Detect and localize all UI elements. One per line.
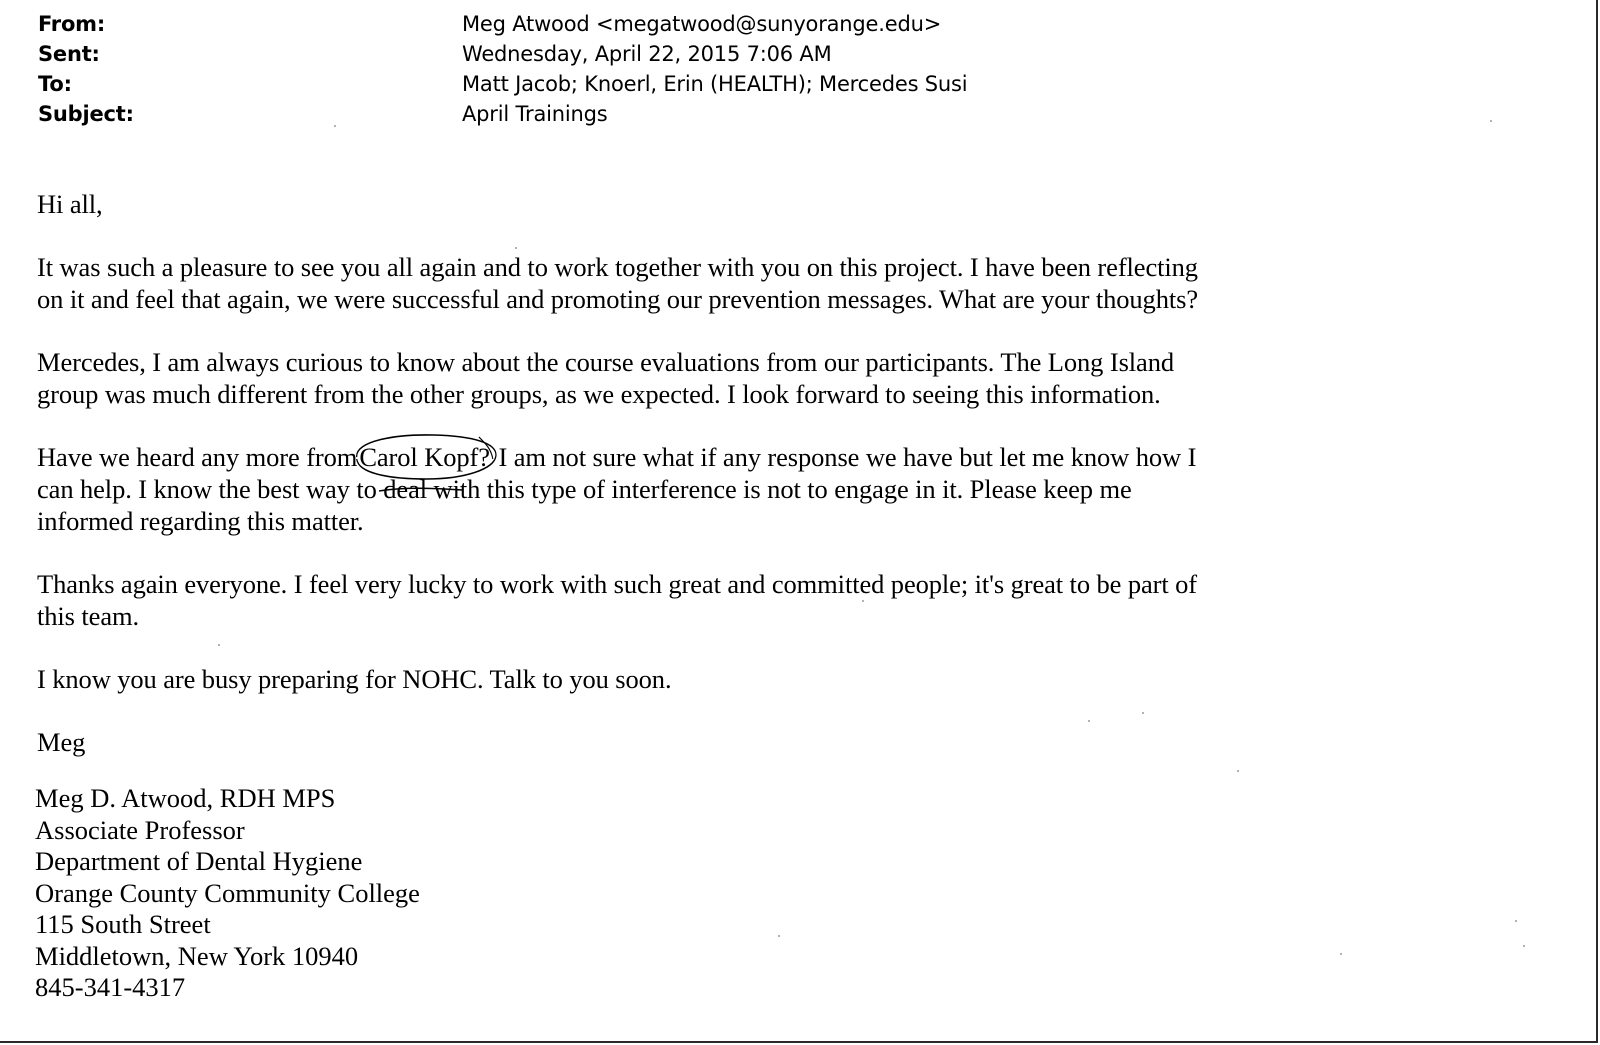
- email-body: [37, 188, 1567, 789]
- paragraph-2-line-2: group was much different from the other groups, as we expected. I look forward to seeing this information.: [37, 379, 1161, 409]
- paragraph-4-line-1: Thanks again everyone. I feel very lucky to work with such great and committed people; it's great to be part of: [37, 569, 1198, 599]
- paragraph-1: [37, 251, 1567, 315]
- paragraph-3-line-2-start: can help. I know the best way to: [37, 474, 384, 504]
- paragraph-3-line-3: informed regarding this matter.: [37, 506, 364, 536]
- scan-speck: [1088, 720, 1090, 722]
- to-label: To:: [38, 72, 72, 96]
- paragraph-3: [37, 441, 1567, 537]
- scan-speck: [1490, 120, 1492, 122]
- paragraph-2: [37, 346, 1567, 410]
- email-signature: [35, 783, 420, 1004]
- subject-label: Subject:: [38, 102, 134, 126]
- signature-phone: 845-341-4317: [35, 972, 186, 1002]
- signature-city: Middletown, New York 10940: [35, 940, 359, 971]
- signature-title: Associate Professor: [35, 814, 245, 845]
- paragraph-3-line-2: [37, 473, 1567, 505]
- signature-street: 115 South Street: [35, 909, 211, 939]
- circled-name-annotation: [357, 441, 492, 473]
- scan-speck: [1523, 945, 1525, 947]
- to-value: Matt Jacob; Knoerl, Erin (HEALTH); Mercedes Susi: [462, 72, 968, 96]
- scan-speck: [334, 125, 336, 127]
- circled-name-text: Carol Kopf?: [359, 442, 490, 472]
- paragraph-3-line-2-end: with this type of interference is not to engage in it. Please keep me: [427, 474, 1132, 504]
- from-value: Meg Atwood <megatwood@sunyorange.edu>: [462, 12, 942, 36]
- sent-value: Wednesday, April 22, 2015 7:06 AM: [462, 42, 832, 66]
- paragraph-3-line-1: [37, 441, 1567, 473]
- from-label: From:: [38, 12, 106, 36]
- sent-label: Sent:: [38, 42, 100, 66]
- paragraph-5: I know you are busy preparing for NOHC. Talk to you soon.: [37, 664, 672, 694]
- paragraph-1-line-2: on it and feel that again, we were successful and promoting our prevention messages. What are your thoughts?: [37, 284, 1198, 314]
- paragraph-4-line-2: this team.: [37, 601, 140, 631]
- paragraph-2-line-1: Mercedes, I am always curious to know about the course evaluations from our participants. The Long Island: [37, 347, 1175, 377]
- scan-speck: [1237, 770, 1239, 772]
- scan-speck: [1515, 920, 1517, 922]
- subject-value: April Trainings: [462, 102, 608, 126]
- paragraph-3-line-1-start: Have we heard any more from: [37, 442, 358, 472]
- paragraph-4: [37, 568, 1567, 632]
- scan-speck: [1142, 712, 1144, 714]
- signature-college: Orange County Community College: [35, 877, 420, 908]
- greeting: Hi all,: [37, 189, 103, 219]
- signature-name: Meg D. Atwood, RDH MPS: [35, 783, 336, 813]
- signature-department: Department of Dental Hygiene: [35, 846, 363, 876]
- scan-speck: [515, 247, 517, 249]
- signoff: Meg: [37, 727, 86, 757]
- paragraph-1-line-1: It was such a pleasure to see you all again and to work together with you on this project. I have been reflecting: [37, 252, 1198, 282]
- struck-word-text: deal: [383, 474, 428, 504]
- scan-speck: [218, 644, 220, 646]
- paragraph-3-line-1-end: I am not sure what if any response we have but let me know how I: [491, 442, 1197, 472]
- scan-speck: [778, 935, 780, 937]
- struck-word: [383, 474, 427, 504]
- scan-speck: [1340, 953, 1342, 955]
- scan-speck: [862, 600, 864, 602]
